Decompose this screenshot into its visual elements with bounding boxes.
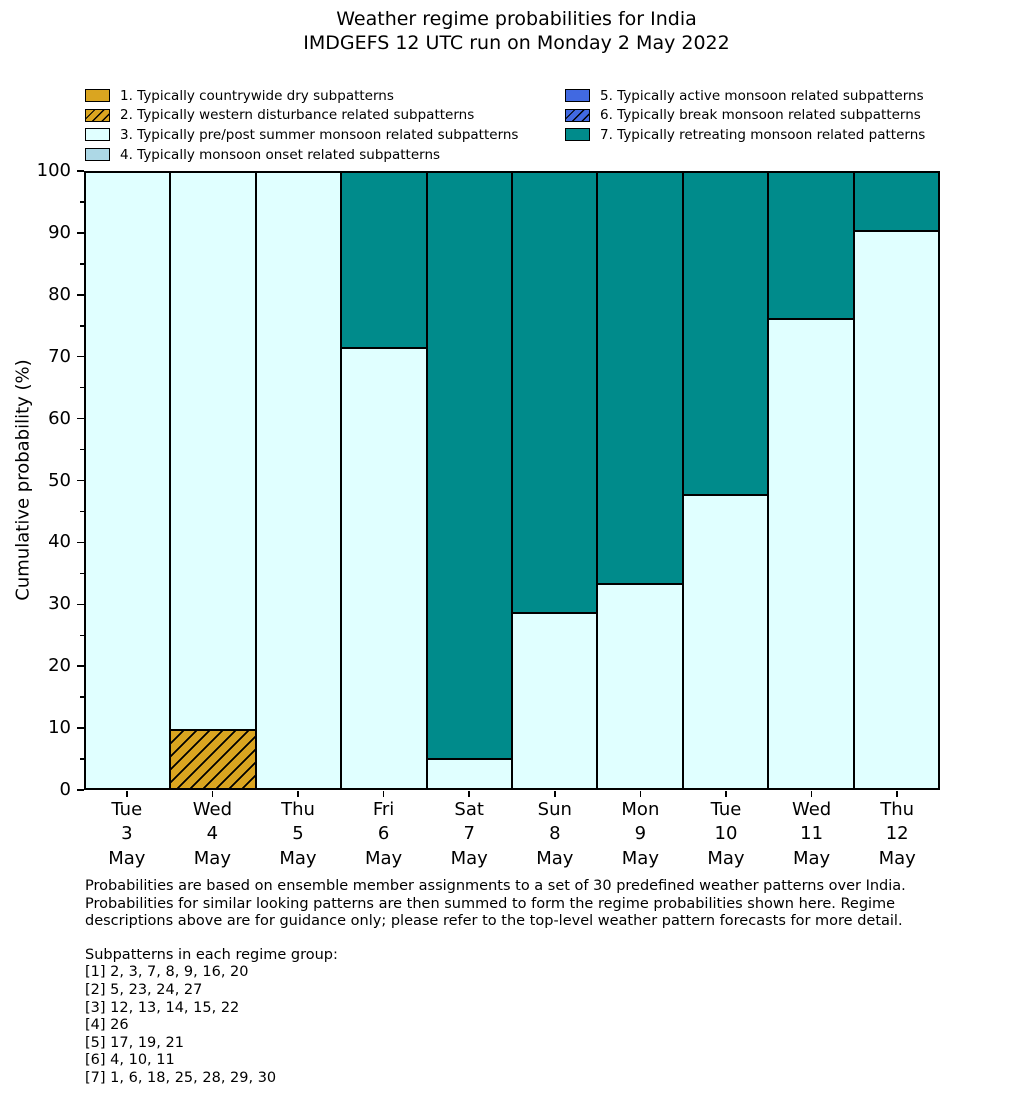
y-tick-label: 50 [48,469,71,491]
subpatterns-list [85,964,906,1087]
footnote-line: descriptions above are for guidance only; please refer to the top-level weather pattern forecasts for more detail. [85,913,903,930]
bar-segment-tue10-regime-3 [683,495,768,789]
legend-column-left [85,86,518,164]
x-tick-label [854,798,940,872]
legend-item [85,86,518,106]
legend-swatch-regime-2-hatched [85,109,110,122]
x-tick [212,791,214,797]
x-tick-label [84,798,170,872]
subpatterns-line: [5] 17, 19, 21 [85,1034,184,1051]
x-tick-label-month: May [536,847,574,869]
y-tick-major [77,480,84,482]
y-tick-major [77,727,84,729]
bar-segment-sun8-regime-7 [512,172,597,613]
x-tick [383,791,385,797]
legend-label: 4. Typically monsoon onset related subpatterns [120,146,441,163]
subpatterns-line: [7] 1, 6, 18, 25, 28, 29, 30 [85,1069,277,1086]
legend-column-right [565,86,925,145]
x-tick-label-date: 4 [206,823,219,844]
subpatterns-line: [4] 26 [85,1017,129,1034]
x-tick-label-day: Tue [111,798,143,820]
x-tick-label-day: Mon [621,798,660,820]
y-tick-label: 20 [48,655,71,677]
bar-segment-fri6-regime-7 [341,172,426,348]
x-tick-label-day: Tue [710,798,742,820]
legend-swatch-regime-6-hatched [565,109,590,122]
bar-segment-tue3-regime-3 [85,172,170,789]
legend-label: 2. Typically western disturbance related subpatterns [120,107,475,124]
x-tick-label [255,798,341,872]
x-tick-label-month: May [621,847,659,869]
x-tick-label-day: Fri [372,798,395,820]
chart-title-line1: Weather regime probabilities for India [336,8,697,30]
legend-label: 6. Typically break monsoon related subpatterns [600,107,921,124]
x-tick-label-month: May [108,847,146,869]
bar-segment-tue10-regime-7 [683,172,768,495]
x-tick-label-date: 7 [463,823,475,844]
x-tick-label [512,798,598,872]
bar-segment-sat7-regime-3 [427,759,512,789]
x-tick-label-day: Sun [537,798,572,820]
x-tick [725,791,727,797]
y-tick-label: 0 [59,779,71,800]
y-tick-label: 30 [48,593,71,615]
y-tick-major [77,232,84,234]
x-tick-label-date: 8 [549,823,561,844]
x-tick-label-day: Wed [192,798,233,820]
legend-item [85,106,518,126]
bar-segment-mon9-regime-7 [597,172,682,584]
x-tick-label-month: May [450,847,488,869]
x-tick-label-month: May [792,847,831,869]
y-axis [0,160,84,800]
y-tick-major [77,665,84,667]
x-tick-label-day: Thu [880,798,915,820]
x-tick-label-date: 10 [714,823,738,844]
y-tick-label: 80 [48,283,71,305]
x-tick [640,791,642,797]
footnote-paragraph [85,878,906,931]
bar-segment-wed11-regime-7 [768,172,853,319]
bar-segment-sun8-regime-3 [512,613,597,789]
x-tick-label-date: 9 [634,823,647,844]
x-tick-label-date: 11 [800,823,824,844]
x-tick [811,791,813,797]
y-tick-major [77,294,84,296]
legend-item [85,145,518,165]
y-tick-major [77,170,84,172]
x-tick-label-date: 3 [121,823,133,844]
x-tick-label [426,798,512,872]
x-tick-label-month: May [279,847,317,869]
chart-title [0,7,1033,55]
bar-segment-thu12-regime-3 [854,231,939,789]
y-tick-label: 90 [48,221,71,243]
x-tick-label-month: May [193,847,231,869]
bar-segment-wed11-regime-3 [768,319,853,789]
legend-swatch-regime-7 [565,128,590,141]
bar-segment-thu12-regime-7 [854,172,939,231]
legend-swatch-regime-1 [85,89,110,102]
plot-area [84,171,940,790]
y-tick-major [77,604,84,606]
x-tick-label-day: Wed [791,798,832,820]
subpatterns-header: Subpatterns in each regime group: [85,946,338,963]
y-tick-major [77,356,84,358]
legend-item [565,106,925,126]
y-tick-label: 10 [48,717,71,739]
x-tick-label-day: Sat [454,798,484,820]
y-tick-label: 100 [36,160,71,181]
x-tick-label [598,798,684,872]
bar-segment-mon9-regime-3 [597,584,682,789]
x-tick-label-date: 12 [885,823,909,844]
y-tick-major [77,789,84,791]
x-axis [84,791,940,871]
x-tick-label-day: Thu [281,798,315,820]
legend-swatch-regime-3 [85,128,110,141]
footnote-line: Probabilities are based on ensemble member assignments to a set of 30 predefined weather patterns over India. [85,878,906,894]
x-tick [554,791,556,797]
y-tick-label: 60 [48,407,71,429]
legend-label: 7. Typically retreating monsoon related patterns [600,126,926,143]
bar-segment-thu5-regime-3 [256,172,341,789]
x-tick-label-date: 5 [292,823,304,844]
subpatterns-line: [2] 5, 23, 24, 27 [85,981,203,998]
y-tick-label: 40 [48,531,71,553]
x-tick-label [769,798,855,872]
legend-item [565,125,925,145]
legend-item [565,86,925,106]
footnote [85,878,906,1088]
x-tick [468,791,470,797]
x-tick [896,791,898,797]
bar-segment-wed4-regime-2 [170,730,255,789]
x-tick-label [341,798,427,872]
footnote-line: Probabilities for similar looking patterns are then summed to form the regime probabilities shown here. Regime [85,895,896,912]
y-tick-major [77,418,84,420]
x-tick-label-month: May [364,847,403,869]
x-tick [126,791,128,797]
subpatterns-line: [3] 12, 13, 14, 15, 22 [85,999,240,1016]
y-axis-label: Cumulative probability (%) [12,359,34,601]
x-tick [297,791,299,797]
legend-swatch-regime-5 [565,89,590,102]
x-tick-label [170,798,256,872]
legend-label: 1. Typically countrywide dry subpatterns [120,87,394,104]
x-tick-label-date: 6 [377,823,390,844]
x-tick-label-month: May [878,847,916,869]
x-tick-label [683,798,769,872]
y-tick-label: 70 [48,345,71,367]
legend-label: 3. Typically pre/post summer monsoon related subpatterns [120,126,519,143]
bar-segment-wed4-regime-3 [170,172,255,730]
legend-label: 5. Typically active monsoon related subpatterns [600,87,924,104]
x-tick-label-month: May [707,847,745,869]
chart-title-line2: IMDGEFS 12 UTC run on Monday 2 May 2022 [303,32,730,54]
legend-swatch-regime-4 [85,148,110,161]
bar-segment-fri6-regime-3 [341,348,426,789]
legend-item [85,125,518,145]
subpatterns-line: [1] 2, 3, 7, 8, 9, 16, 20 [85,964,249,981]
y-tick-major [77,542,84,544]
subpatterns-line: [6] 4, 10, 11 [85,1052,175,1069]
bar-segment-sat7-regime-7 [427,172,512,759]
